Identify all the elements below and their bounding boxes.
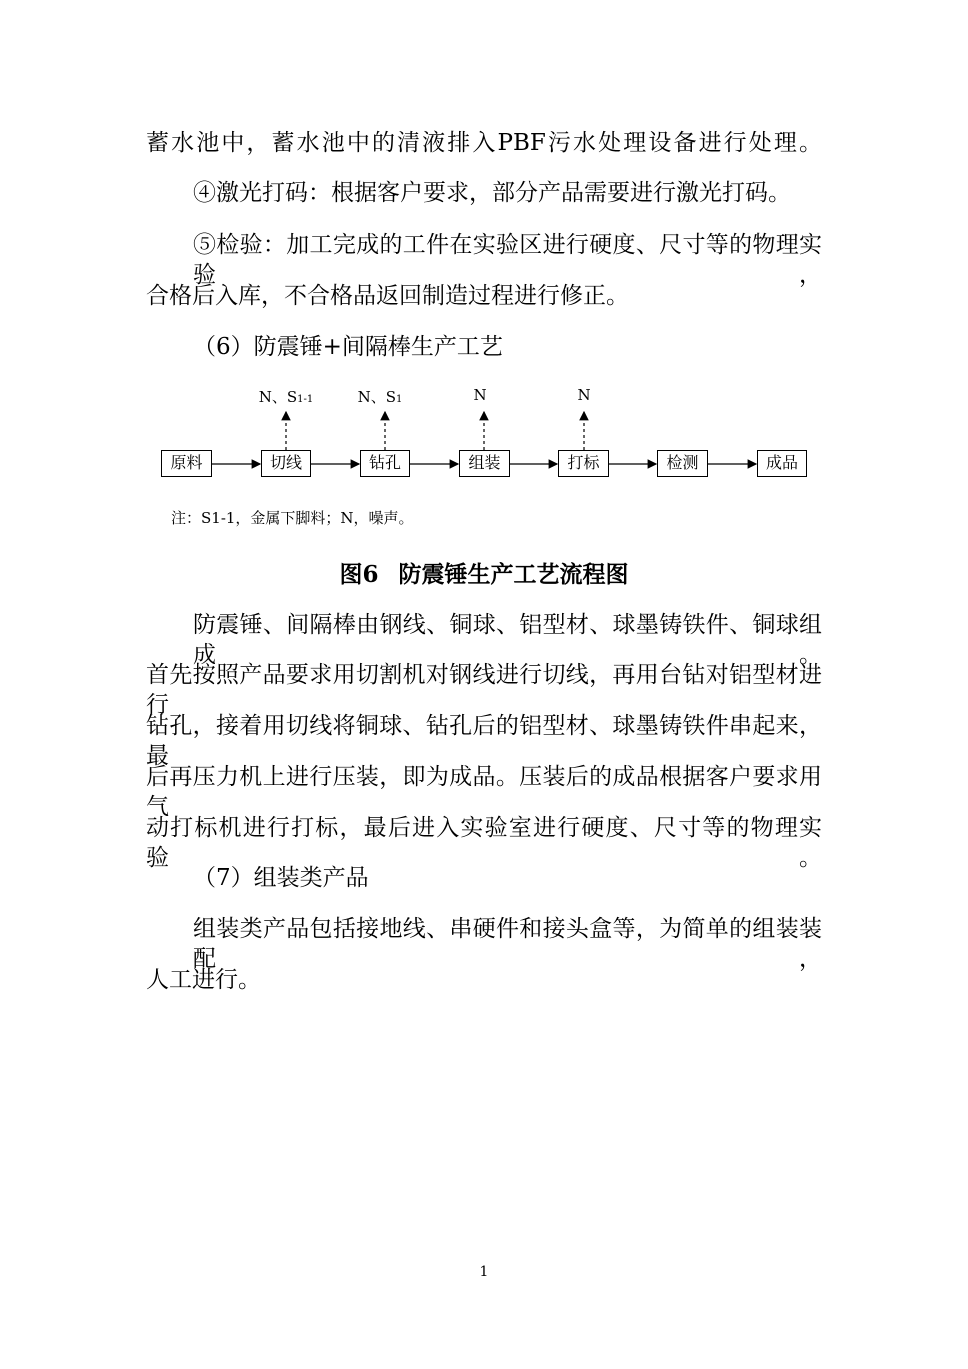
body-line-4: 后再压力机上进行压装，即为成品。压装后的成品根据客户要求用气: [146, 764, 822, 820]
section-6-title: （6）防震锤+间隔棒生产工艺: [193, 334, 503, 360]
emission-label-assembly: N: [473, 386, 487, 404]
figure-number: 图6: [339, 561, 379, 588]
emission-label-drilling: N、S1: [357, 388, 403, 406]
step-raw-material: 原料: [161, 450, 212, 477]
body-line-3: 钻孔，接着用切线将铜球、钻孔后的铝型材、球墨铸铁件串起来，最: [146, 713, 822, 769]
flowchart-note: 注：S1-1，金属下脚料；N，噪声。: [171, 509, 414, 527]
paragraph-laser-marking: ④激光打码：根据客户要求，部分产品需要进行激光打码。: [193, 180, 791, 206]
paragraph-line: 蓄水池中，蓄水池中的清液排入PBF污水处理设备进行处理。: [146, 130, 822, 156]
paragraph-inspection-line1: ⑤检验：加工完成的工件在实验区进行硬度、尺寸等的物理实验，: [193, 232, 822, 288]
step-cutting: 切线: [261, 450, 311, 477]
figure-caption: [0, 560, 968, 590]
step-marking: 打标: [558, 450, 609, 477]
step-finished-product: 成品: [757, 450, 807, 477]
paragraph-inspection-line2: 合格后入库，不合格品返回制造过程进行修正。: [146, 283, 629, 309]
figure-title: 防震锤生产工艺流程图: [398, 561, 629, 588]
step-testing: 检测: [657, 450, 708, 477]
body-line-1: 防震锤、间隔棒由钢线、铜球、铝型材、球墨铸铁件、铜球组成。: [193, 612, 822, 668]
page-number: 1: [479, 1264, 489, 1280]
emission-label-marking: N: [577, 386, 591, 404]
step-assembly: 组装: [459, 450, 510, 477]
section-7-title: （7）组装类产品: [193, 865, 369, 891]
section-7-line-2: 人工进行。: [146, 967, 261, 993]
body-line-2: 首先按照产品要求用切割机对钢线进行切线，再用台钻对铝型材进行: [146, 662, 822, 718]
section-7-line-1: 组装类产品包括接地线、串硬件和接头盒等，为简单的组装装配，: [193, 916, 822, 972]
process-flowchart: [0, 380, 968, 490]
step-drilling: 钻孔: [360, 450, 410, 477]
emission-label-cutting: N、S1-1: [258, 388, 314, 406]
body-line-5: 动打标机进行打标，最后进入实验室进行硬度、尺寸等的物理实验。: [146, 815, 822, 871]
